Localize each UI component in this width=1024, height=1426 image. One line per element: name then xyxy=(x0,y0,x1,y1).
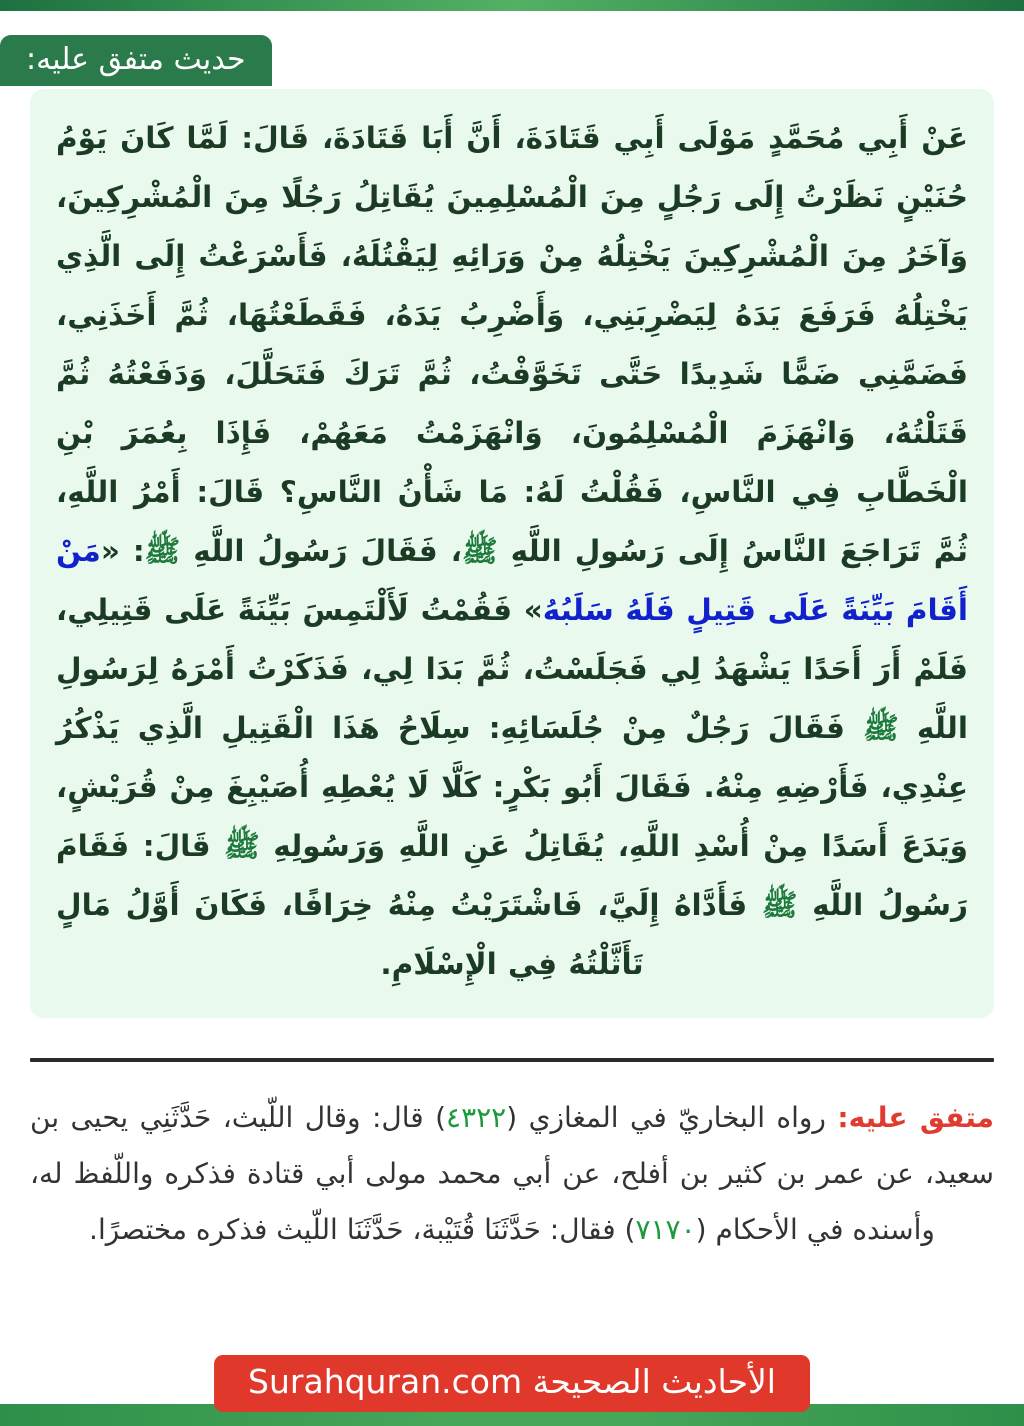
citation-text-1: رواه البخاريّ في المغازي ( xyxy=(506,1101,838,1134)
top-accent-strip xyxy=(0,0,1024,11)
citation-text-3: ) فقال: حَدَّثَنَا قُتَيْبة، حَدَّثَنَا اللّيث فذكره مختصرًا. xyxy=(89,1213,636,1246)
footer-tagline: الأحاديث الصحيحة xyxy=(532,1362,776,1401)
citation-grade-label: متفق عليه: xyxy=(837,1101,994,1134)
citation-hadith-number-1: ٤٣٢٢ xyxy=(446,1101,507,1134)
footer xyxy=(0,1355,1024,1426)
header-tab-row xyxy=(0,35,994,86)
footer-site-name: Surahquran.com xyxy=(248,1362,523,1401)
hadith-part-2: ، فَقَالَ رَسُولُ اللَّهِ xyxy=(180,534,462,568)
page-content xyxy=(0,11,1024,1426)
section-divider xyxy=(30,1058,994,1062)
hadith-text xyxy=(56,109,968,994)
hadith-part-4: » فَقُمْتُ لَأَلْتَمِسَ بَيِّنَةً عَلَى قَتِيلِي، فَلَمْ أَرَ أَحَدًا يَشْهَدُ لِي فَجَلَسْتُ، ثُمَّ بَدَا لِي، فَذَكَرْتُ أَمْرَهُ لِرَسُولِ اللَّهِ xyxy=(56,593,968,745)
citation-text-2: ) قال: وقال اللّيث، حَدَّثَنِي يحيى بن سعيد، عن عمر بن كثير بن أفلح، عن أبي محمد مولى أبي قتادة فذكره واللّفظ له، وأسنده في الأحكام ( xyxy=(30,1101,994,1246)
hadith-part-3: : « xyxy=(100,534,145,568)
hadith-content-box xyxy=(30,89,994,1018)
sallallahu-icon-1: ﷺ xyxy=(461,534,498,568)
sallallahu-icon-2: ﷺ xyxy=(144,534,181,568)
footer-site-banner[interactable] xyxy=(214,1355,810,1412)
hadith-prophetic-quote: مَنْ أَقَامَ بَيِّنَةً عَلَى قَتِيلٍ فَلَهُ سَلَبُهُ xyxy=(56,534,968,627)
hadith-part-6: قَالَ: فَقَامَ رَسُولُ اللَّهِ xyxy=(56,829,968,922)
hadith-part-5: فَقَالَ رَجُلٌ مِنْ جُلَسَائِهِ: سِلَاحُ هَذَا الْقَتِيلِ الَّذِي يَذْكُرُ عِنْدِي، فَأَرْضِهِ مِنْهُ. فَقَالَ أَبُو بَكْرٍ: كَلَّا لَا يُعْطِهِ أُصَيْبِغَ مِنْ قُرَيْشٍ، وَيَدَعَ أَسَدًا مِنْ أُسْدِ اللَّهِ، يُقَاتِلُ عَنِ اللَّهِ وَرَسُولِهِ xyxy=(56,711,968,863)
hadith-part-7: فَأَدَّاهُ إِلَيَّ، فَاشْتَرَيْتُ مِنْهُ خِرَافًا، فَكَانَ أَوَّلُ مَالٍ تَأَثَّلْتُهُ فِي الْإِسْلَامِ. xyxy=(56,888,762,981)
hadith-grade-tab: حديث متفق عليه: xyxy=(0,35,272,86)
sallallahu-icon-5: ﷺ xyxy=(761,888,798,922)
sallallahu-icon-3: ﷺ xyxy=(863,711,899,745)
hadith-citation xyxy=(30,1090,994,1258)
citation-hadith-number-2: ٧١٧٠ xyxy=(635,1213,696,1246)
hadith-part-1: عَنْ أَبِي مُحَمَّدٍ مَوْلَى أَبِي قَتَادَةَ، أَنَّ أَبَا قَتَادَةَ، قَالَ: لَمَّا كَانَ يَوْمُ حُنَيْنٍ نَظَرْتُ إِلَى رَجُلٍ مِنَ الْمُسْلِمِينَ يُقَاتِلُ رَجُلًا مِنَ الْمُشْرِكِينَ، وَآخَرُ مِنَ الْمُشْرِكِينَ يَخْتِلُهُ مِنْ وَرَائِهِ لِيَقْتُلَهُ، فَأَسْرَعْتُ إِلَى الَّذِي يَخْتِلُهُ فَرَفَعَ يَدَهُ لِيَضْرِبَنِي، وَأَضْرِبُ يَدَهُ، فَقَطَعْتُهَا، ثُمَّ أَخَذَنِي، فَضَمَّنِي ضَمًّا شَدِيدًا حَتَّى تَخَوَّفْتُ، ثُمَّ تَرَكَ فَتَحَلَّلَ، وَدَفَعْتُهُ ثُمَّ قَتَلْتُهُ، وَانْهَزَمَ الْمُسْلِمُونَ، وَانْهَزَمْتُ مَعَهُمْ، فَإِذَا بِعُمَرَ بْنِ الْخَطَّابِ فِي النَّاسِ، فَقُلْتُ لَهُ: مَا شَأْنُ النَّاسِ؟ قَالَ: أَمْرُ اللَّهِ، ثُمَّ تَرَاجَعَ النَّاسُ إِلَى رَسُولِ اللَّهِ xyxy=(56,121,969,568)
sallallahu-icon-4: ﷺ xyxy=(224,829,260,863)
